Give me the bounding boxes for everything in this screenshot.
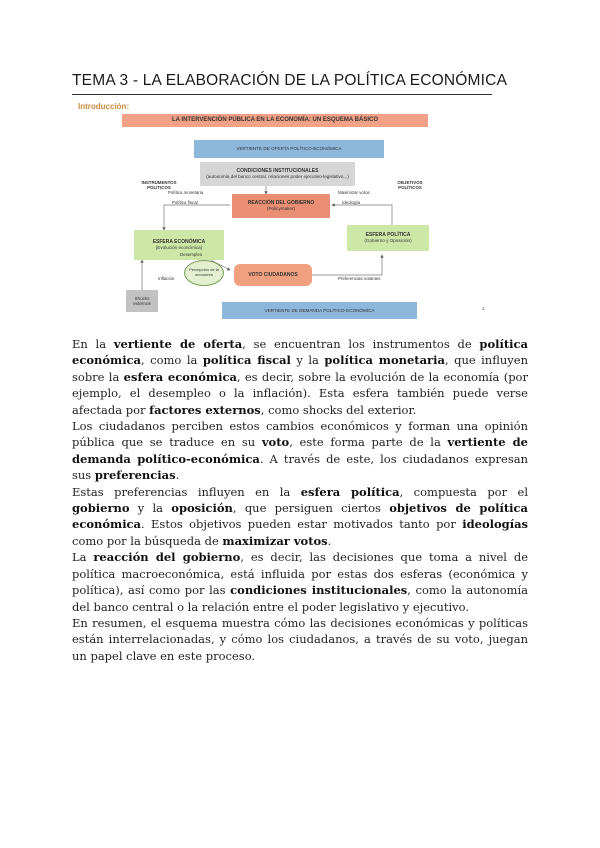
text-run: , es decir, sobre la evolución de la economía (por ejemplo, el desempleo o la inflación). Esta esfera también puede verse afectada por [72,369,528,417]
paragraph [72,615,528,664]
bold-term: voto [261,435,290,450]
text-run: , que influyen sobre la [72,353,529,384]
political-box: ESFERA POLÍTICA (Gobierno y Oposición) [347,225,429,251]
text-run: y la [290,353,325,368]
paragraph [72,484,528,550]
shocks-box: Shocks externos [126,290,158,312]
conditions-box: CONDICIONES INSTITUCIONALES (autonomía del banco central, relaciones poder ejecutivo-legislativo...) [200,162,355,186]
paragraph [72,418,528,484]
intro-label: Introducción: [78,102,130,111]
bold-term: política fiscal [202,353,291,368]
label-ideology: Ideología [342,200,361,205]
bold-term: vertiente de oferta [113,337,243,351]
bold-term: reacción del gobierno [93,550,241,565]
text-run: . A través de este, los ciudadanos expresan sus [72,451,528,483]
page-title: TEMA 3 - LA ELABORACIÓN DE LA POLÍTICA ECONÓMICA [72,72,492,95]
text-run: Estas preferencias influyen en la [72,484,301,499]
diagram-header: LA INTERVENCIÓN PÚBLICA EN LA ECONOMÍA: UN ESQUEMA BÁSICO [122,114,428,127]
label-unemployment: Desempleo [180,252,203,257]
text-run: , este forma parte de la [289,435,448,450]
bold-term: política monetaria [324,353,445,368]
bold-term: condiciones institucionales [230,583,408,598]
supply-box: VERTIENTE DE OFERTA POLÍTICO-ECONÓMICA [194,140,384,158]
label-fiscal: Política fiscal [172,200,198,205]
text-run: como por la búsqueda de [72,533,223,548]
bold-term: esfera política [300,484,400,499]
bold-term: política económica [72,337,528,368]
label-objectives: OBJETIVOS POLÍTICOS [397,180,423,191]
bold-term: factores externos [149,402,261,417]
label-maximize: Maximizar votos [338,190,370,195]
bold-term: maximizar votos [222,533,328,548]
text-run: . [175,468,180,483]
economic-box: ESFERA ECONÓMICA (Evolución económica) [134,230,224,260]
bold-term: gobierno [72,501,130,516]
bold-term: ideologías [462,517,528,532]
arrow-political-reaction [332,205,392,225]
perception-oval: Percepción de la economía [184,260,224,286]
text-run: , como la [141,353,203,368]
arrow-reaction-economic [164,205,230,230]
vote-box: VOTO CIUDADANOS [234,264,312,286]
diagram [112,110,492,322]
text-run: , como la autonomía del banco central o la relación entre el poder legislativo y ejecutivo. [72,583,528,614]
label-inflation: Inflación [158,276,175,281]
bold-term: oposición [171,501,233,516]
demand-box: VERTIENTE DE DEMANDA POLÍTICO-ECONÓMICA [222,302,417,319]
text-run: En resumen, el esquema muestra cómo las decisiones económicas y políticas están interrelacionadas, y cómo los ciudadanos, a través de su voto, juegan un papel clave en este proceso. [72,615,528,663]
bold-term: preferencias [94,468,176,483]
text-run: , compuesta por el [399,484,528,499]
text-run: . [327,533,332,548]
text-run: , se encuentran los instrumentos de [242,337,480,351]
text-run: . Estos objetivos pueden estar motivados tanto por [141,517,463,532]
text-run: , como shocks del exterior. [260,402,417,417]
paragraph [72,336,528,418]
text-run: La [72,550,94,565]
body-text [72,336,528,664]
label-preferences: Preferencias votantes [338,276,381,281]
diagram-page-number: 1 [482,306,485,311]
paragraph [72,549,528,615]
label-monetary: Política monetaria [168,190,204,195]
text-run: Los ciudadanos perciben estos cambios económicos y forman una opinión pública que se traduce en su [72,419,528,450]
bold-term: objetivos de política económica [72,501,528,532]
bold-term: vertiente de demanda político-económica [72,435,528,466]
label-instruments: INSTRUMENTOS POLÍTICOS [141,180,177,191]
bold-term: esfera económica [123,369,237,384]
reaction-box: REACCIÓN DEL GOBIERNO (Policymaker) [232,194,330,218]
arrow-vote-political [312,255,382,275]
text-run: y la [129,501,172,516]
text-run: En la [72,337,114,351]
text-run: , que persiguen ciertos [232,501,390,516]
text-run: , es decir, las decisiones que toma a nivel de política macroeconómica, está influida por estas dos esferas (económica y política), así como por las [72,550,529,598]
